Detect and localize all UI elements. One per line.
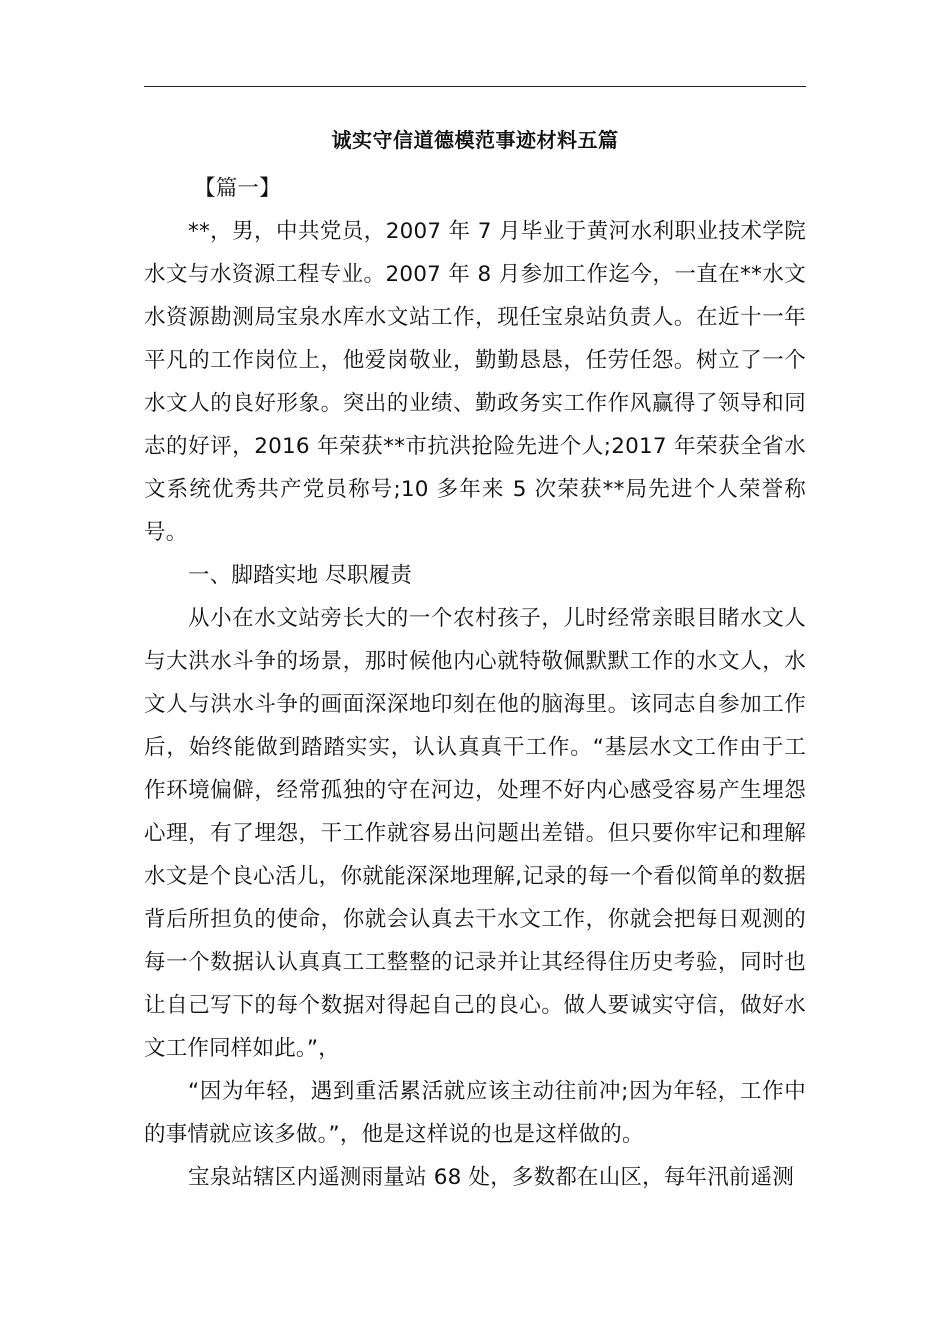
header-rule <box>144 86 806 87</box>
section-label: 【篇一】 <box>194 176 281 201</box>
paragraph-childhood: 从小在水文站旁长大的一个农村孩子，儿时经常亲眼目睹水文人与大洪水斗争的场景，那时候他内心就特敬佩默默工作的水文人，水文人与洪水斗争的画面深深地印刻在他的脑海里。该同志自参加工作后，始终能做到踏踏实实，认认真真干工作。“基层水文工作由于工作环境偏僻，经常孤独的守在河边，处理不好内心感受容易产生埋怨心理，有了埋怨，干工作就容易出问题出差错。但只要你牢记和理解水文是个良心活儿，你就能深深地理解,记录的每一个看似简单的数据背后所担负的使命，你就会认真去干水文工作，你就会把每日观测的每一个数据认认真真工工整整的记录并让其经得住历史考验，同时也让自己写下的每个数据对得起自己的良心。做人要诚实守信，做好水文工作同样如此。”， <box>144 606 806 1061</box>
paragraph-quote: “因为年轻，遇到重活累活就应该主动往前冲;因为年轻，工作中的事情就应该多做。”，他是这样说的也是这样做的。 <box>144 1079 806 1147</box>
section-heading: 一、脚踏实地 尽职履责 <box>188 563 413 588</box>
document-title: 诚实守信道德模范事迹材料五篇 <box>331 128 619 152</box>
document-body <box>144 167 806 1199</box>
paragraph-stations: 宝泉站辖区内遥测雨量站 68 处，多数都在山区，每年汛前遥测 <box>188 1165 795 1190</box>
paragraph-intro: **，男，中共党员，2007 年 7 月毕业于黄河水利职业技术学院水文与水资源工程专业。2007 年 8 月参加工作迄今，一直在**水文水资源勘测局宝泉水库水文站工作，现任宝泉站负责人。在近十一年平凡的工作岗位上，他爱岗敬业，勤勤恳恳，任劳任怨。树立了一个水文人的良好形象。突出的业绩、勤政务实工作作风赢得了领导和同志的好评，2016 年荣获**市抗洪抢险先进个人;2017 年荣获全省水文系统优秀共产党员称号;10 多年来 5 次荣获**局先进个人荣誉称号。 <box>144 219 806 545</box>
